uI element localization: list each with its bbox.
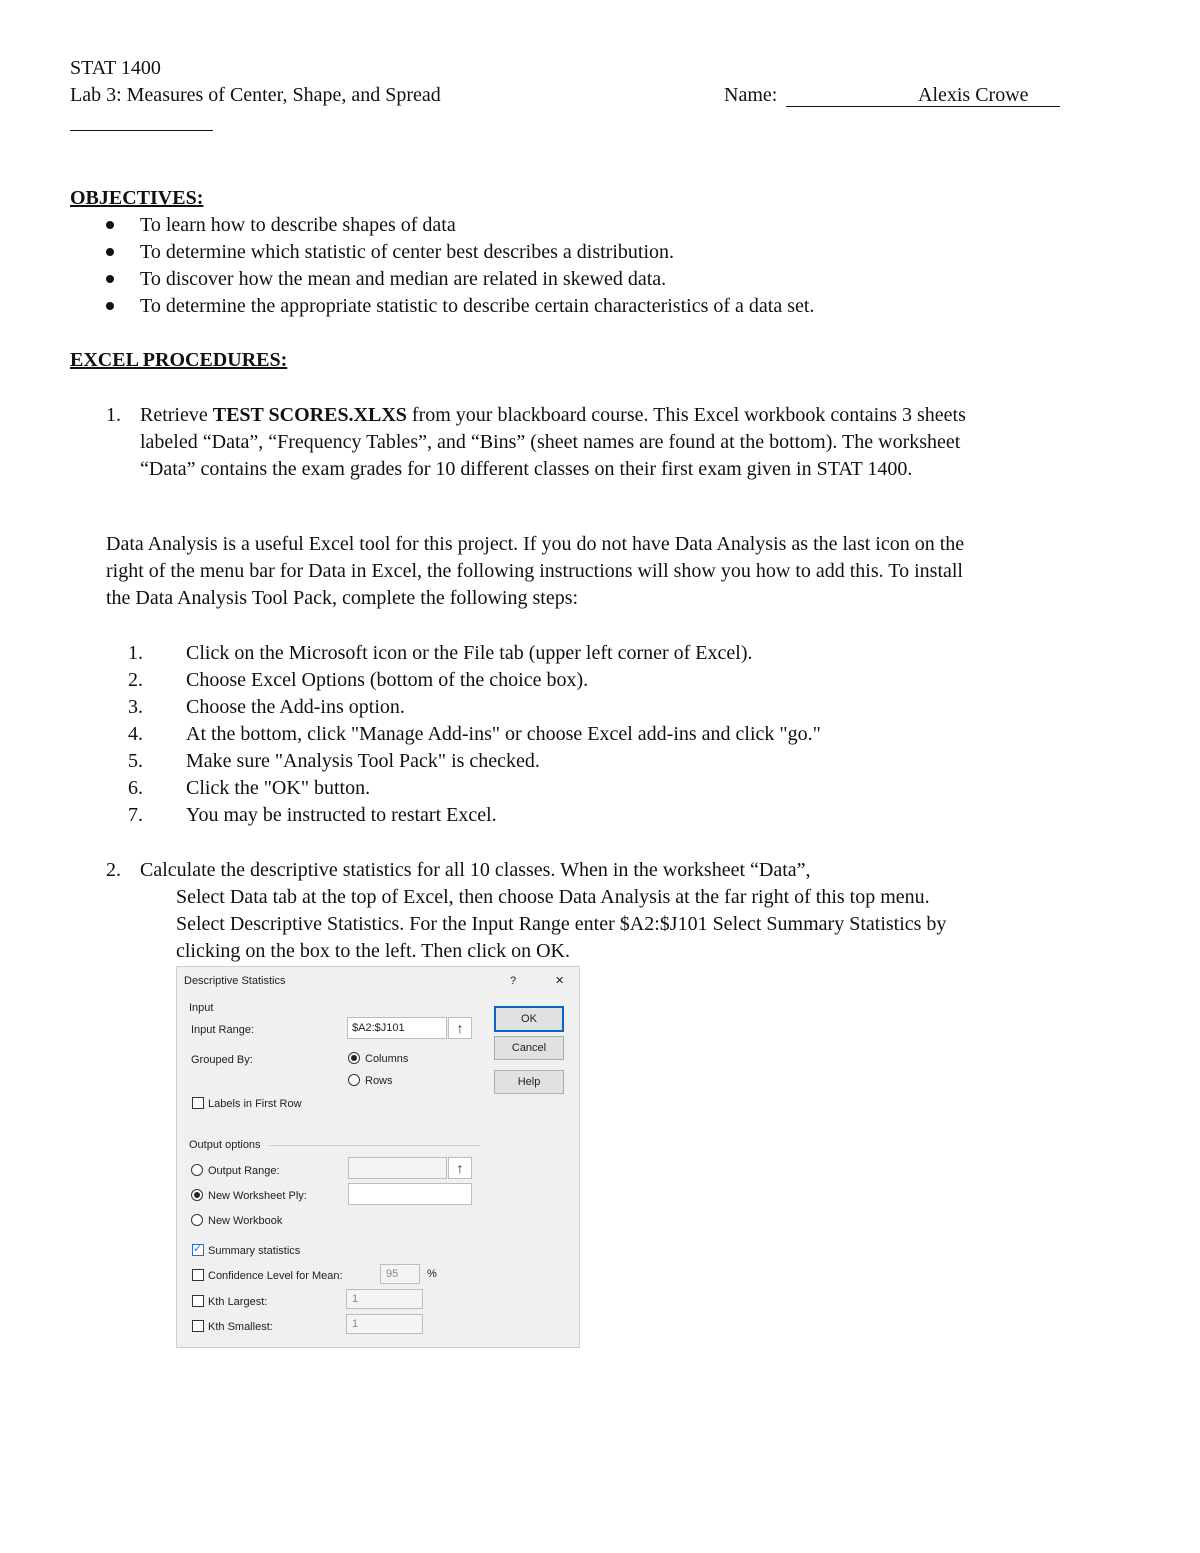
kth-largest-label: Kth Largest: (208, 1296, 268, 1308)
dialog-title: Descriptive Statistics (184, 975, 286, 987)
output-range-collapse-icon[interactable]: ↑ (448, 1157, 472, 1179)
output-range-label: Output Range: (208, 1165, 280, 1177)
step2-line3: Select Descriptive Statistics. For the Input Range enter $A2:$J101 Select Summary Statistics by (176, 913, 947, 935)
kth-smallest-checkbox[interactable] (192, 1320, 204, 1332)
install-step-number: 7. (128, 804, 143, 826)
step1-line2: labeled “Data”, “Frequency Tables”, and “Bins” (sheet names are found at the bottom). The worksheet (140, 431, 961, 453)
step2-line4: clicking on the box to the left. Then click on OK. (176, 940, 570, 962)
input-range-label: Input Range: (191, 1024, 254, 1036)
step1-line3: “Data” contains the exam grades for 10 different classes on their first exam given in STAT 1400. (140, 458, 913, 480)
output-group-label: Output options (189, 1139, 261, 1151)
close-icon[interactable]: ✕ (555, 975, 565, 987)
objectives-heading: OBJECTIVES: (70, 187, 204, 209)
labels-first-row-label: Labels in First Row (208, 1098, 302, 1110)
kth-smallest-field[interactable] (346, 1314, 423, 1334)
output-range-radio[interactable] (191, 1164, 203, 1176)
input-range-field[interactable] (347, 1017, 447, 1039)
output-range-field[interactable] (348, 1157, 447, 1179)
grouped-by-label: Grouped By: (191, 1054, 253, 1066)
new-workbook-radio[interactable] (191, 1214, 203, 1226)
objective-item: To learn how to describe shapes of data (140, 214, 456, 236)
name-label: Name: (724, 84, 778, 106)
install-step-number: 2. (128, 669, 143, 691)
install-step-text: Choose the Add-ins option. (186, 696, 405, 718)
step-number: 1. (106, 404, 121, 426)
summary-statistics-checkbox[interactable] (192, 1244, 204, 1256)
toolpack-intro-line: the Data Analysis Tool Pack, complete the following steps: (106, 587, 579, 609)
ok-button[interactable]: OK (494, 1006, 564, 1032)
cancel-button[interactable]: Cancel (494, 1036, 564, 1060)
rows-radio[interactable] (348, 1074, 360, 1086)
confidence-level-value: 95 (386, 1268, 399, 1280)
toolpack-intro-line: Data Analysis is a useful Excel tool for this project. If you do not have Data Analysis as the last icon on the (106, 533, 965, 555)
new-worksheet-field[interactable] (348, 1183, 472, 1205)
help-question-icon[interactable]: ? (510, 975, 517, 987)
columns-label: Columns (365, 1053, 409, 1065)
kth-smallest-value: 1 (352, 1318, 359, 1330)
install-step-text: Make sure "Analysis Tool Pack" is checked. (186, 750, 540, 772)
install-step-text: Click on the Microsoft icon or the File tab (upper left corner of Excel). (186, 642, 753, 664)
new-worksheet-radio[interactable] (191, 1189, 203, 1201)
kth-largest-value: 1 (352, 1293, 359, 1305)
confidence-level-checkbox[interactable] (192, 1269, 204, 1281)
install-step-number: 1. (128, 642, 143, 664)
descriptive-statistics-dialog (176, 966, 580, 1348)
bullet-icon (106, 221, 114, 229)
step-number: 2. (106, 859, 121, 881)
objective-item: To discover how the mean and median are related in skewed data. (140, 268, 667, 290)
labels-first-row-checkbox[interactable] (192, 1097, 204, 1109)
install-step-text: You may be instructed to restart Excel. (186, 804, 497, 826)
name-underline-continued (70, 130, 213, 131)
group-divider (269, 1145, 481, 1146)
help-button[interactable]: Help (494, 1070, 564, 1094)
confidence-level-field[interactable] (380, 1264, 420, 1284)
step1-post: from your blackboard course. This Excel workbook contains 3 sheets (406, 404, 966, 426)
step2-line2: Select Data tab at the top of Excel, then choose Data Analysis at the far right of this top menu. (176, 886, 930, 908)
install-step-number: 4. (128, 723, 143, 745)
bullet-icon (106, 275, 114, 283)
percent-sign: % (427, 1268, 437, 1280)
lab-title: Lab 3: Measures of Center, Shape, and Spread (70, 84, 441, 106)
kth-largest-field[interactable] (346, 1289, 423, 1309)
rows-label: Rows (365, 1075, 393, 1087)
step1-pre: Retrieve (140, 404, 213, 426)
new-workbook-label: New Workbook (208, 1215, 283, 1227)
columns-radio[interactable] (348, 1052, 360, 1064)
install-step-text: Choose Excel Options (bottom of the choice box). (186, 669, 589, 691)
install-step-number: 6. (128, 777, 143, 799)
input-range-collapse-icon[interactable]: ↑ (448, 1017, 472, 1039)
install-step-text: At the bottom, click "Manage Add-ins" or choose Excel add-ins and click "go." (186, 723, 821, 745)
course-code: STAT 1400 (70, 57, 161, 79)
install-step-number: 5. (128, 750, 143, 772)
procedures-heading: EXCEL PROCEDURES: (70, 349, 288, 371)
summary-statistics-label: Summary statistics (208, 1245, 301, 1257)
objective-item: To determine which statistic of center best describes a distribution. (140, 241, 675, 263)
bullet-icon (106, 248, 114, 256)
objective-item: To determine the appropriate statistic to describe certain characteristics of a data set. (140, 295, 815, 317)
file-name: TEST SCORES.XLXS (212, 404, 407, 426)
toolpack-intro-line: right of the menu bar for Data in Excel, the following instructions will show you how to add this. To install (106, 560, 963, 582)
step2-line1: Calculate the descriptive statistics for all 10 classes. When in the worksheet “Data”, (140, 859, 811, 881)
input-group-label: Input (189, 1002, 214, 1014)
kth-largest-checkbox[interactable] (192, 1295, 204, 1307)
student-name: Alexis Crowe (918, 84, 1029, 106)
install-step-number: 3. (128, 696, 143, 718)
step1-line1 (140, 402, 966, 429)
bullet-icon (106, 302, 114, 310)
input-range-value: $A2:$J101 (352, 1022, 405, 1034)
new-worksheet-label: New Worksheet Ply: (208, 1190, 307, 1202)
install-step-text: Click the "OK" button. (186, 777, 371, 799)
confidence-level-label: Confidence Level for Mean: (208, 1270, 343, 1282)
kth-smallest-label: Kth Smallest: (208, 1321, 273, 1333)
